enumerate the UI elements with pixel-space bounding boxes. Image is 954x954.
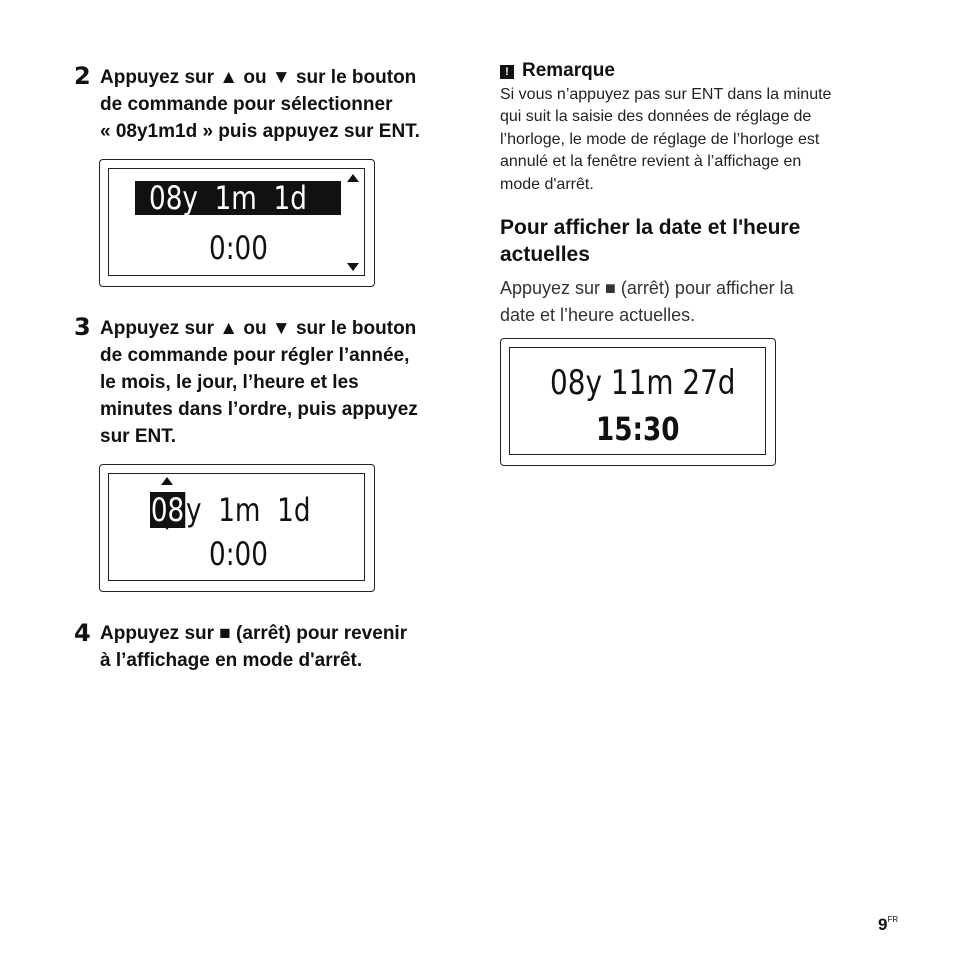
lcd-screen-3 [509, 347, 766, 455]
section-body-line-1: Appuyez sur ■ (arrêt) pour afficher la [500, 278, 794, 298]
lcd-1-date: 08y 1m 1d [149, 179, 307, 217]
page-number-value: 9 [878, 915, 888, 934]
note-title-text: Remarque [522, 60, 615, 81]
step-3-line-4: minutes dans l’ordre, puis appuyez [100, 399, 418, 420]
lcd-1-time: 0:00 [209, 229, 268, 267]
note-line-5: mode d'arrêt. [500, 176, 594, 193]
step-3-line-3: le mois, le jour, l’heure et les [100, 372, 359, 393]
step-3-line-5: sur ENT. [100, 426, 177, 447]
scroll-down-icon [347, 263, 359, 271]
step-number-2: 2 [74, 62, 91, 90]
step-2-line-1: Appuyez sur ▲ ou ▼ sur le bouton [100, 67, 417, 88]
step-3-line-1: Appuyez sur ▲ ou ▼ sur le bouton [100, 318, 417, 339]
note-line-3: l’horloge, le mode de réglage de l’horloge est [500, 131, 820, 148]
lcd-display-1 [99, 159, 375, 287]
lcd-display-2 [99, 464, 375, 592]
step-2-line-3: « 08y1m1d » puis appuyez sur ENT. [100, 121, 420, 142]
note-line-2: qui suit la saisie des données de réglage de [500, 108, 812, 125]
step-4-line-2: à l’affichage en mode d'arrêt. [100, 650, 363, 671]
section-title-line-2: actuelles [500, 243, 590, 266]
lcd-screen-2 [108, 473, 365, 581]
section-title-line-1: Pour afficher la date et l'heure [500, 216, 801, 239]
page-number [878, 910, 898, 935]
year-up-icon [161, 477, 173, 485]
year-selected: 08 [150, 491, 185, 529]
step-number-4: 4 [74, 619, 91, 647]
note-title [500, 59, 615, 83]
step-3-line-2: de commande pour régler l’année, [100, 345, 410, 366]
note-line-1: Si vous n’appuyez pas sur ENT dans la minute [500, 86, 832, 103]
lcd-2-date-rest: y 1m 1d [186, 491, 311, 529]
scroll-up-icon [347, 174, 359, 182]
step-number-3: 3 [74, 313, 91, 341]
lcd-screen-1 [108, 168, 365, 276]
lcd-display-3 [500, 338, 776, 466]
lcd-3-date: 08y 11m 27d [550, 363, 736, 403]
exclamation-icon: ! [500, 65, 514, 79]
lcd-3-time: 15:30 [596, 410, 680, 448]
year-down-icon [161, 522, 173, 530]
page-lang: FR [887, 915, 899, 924]
note-line-4: annulé et la fenêtre revient à l’affichage en [500, 153, 802, 170]
step-2-line-2: de commande pour sélectionner [100, 94, 393, 115]
section-body-line-2: date et l’heure actuelles. [500, 305, 696, 325]
lcd-2-time: 0:00 [209, 535, 268, 573]
step-4-line-1: Appuyez sur ■ (arrêt) pour revenir [100, 623, 408, 644]
